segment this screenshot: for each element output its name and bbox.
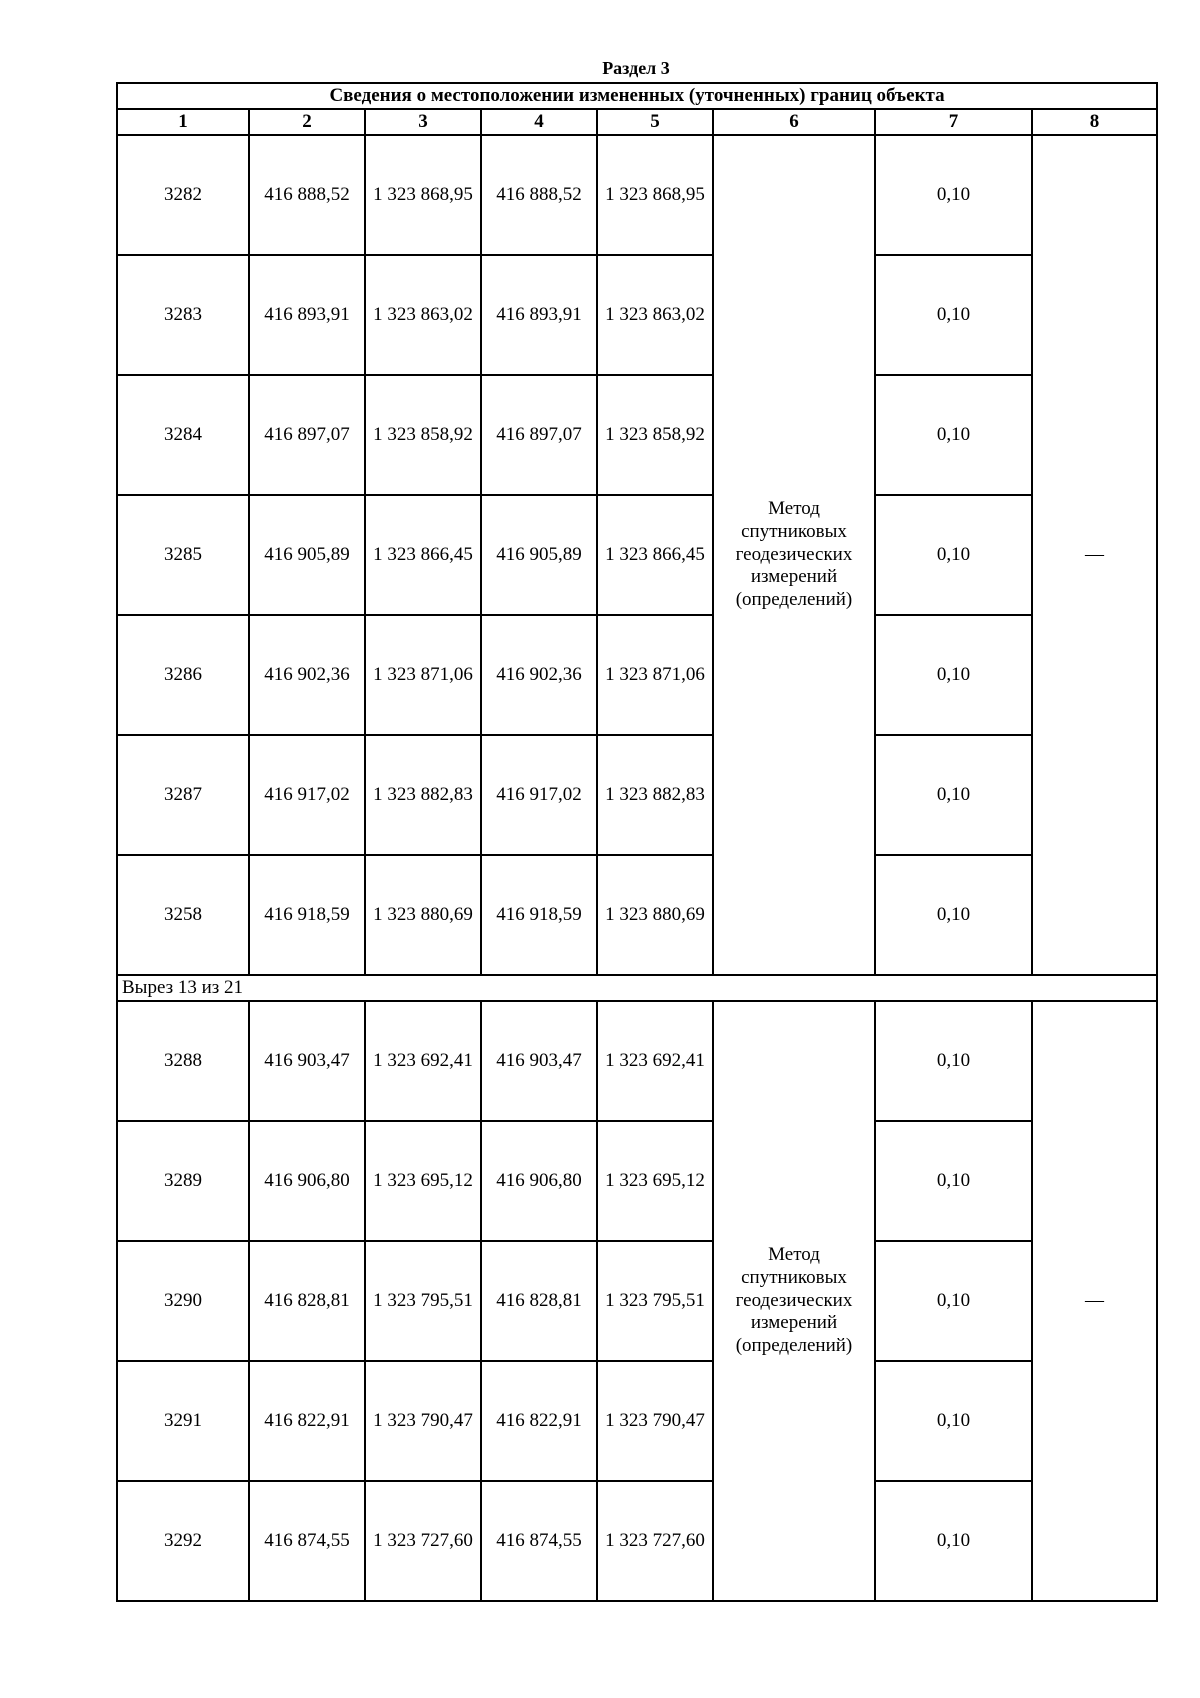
precision-cell: 0,10	[875, 1121, 1032, 1241]
x-new-cell: 416 918,59	[481, 855, 597, 975]
column-number: 2	[249, 109, 365, 135]
x-old-cell: 416 902,36	[249, 615, 365, 735]
y-new-cell: 1 323 790,47	[597, 1361, 713, 1481]
precision-cell: 0,10	[875, 1481, 1032, 1601]
precision-cell: 0,10	[875, 255, 1032, 375]
column-8-cell: —	[1032, 1001, 1157, 1601]
precision-cell: 0,10	[875, 735, 1032, 855]
column-number: 5	[597, 109, 713, 135]
column-8-cell: —	[1032, 135, 1157, 975]
point-number-cell: 3288	[117, 1001, 249, 1121]
column-number: 6	[713, 109, 875, 135]
table-body	[117, 83, 1157, 1601]
table-row	[117, 1241, 1157, 1361]
y-new-cell: 1 323 868,95	[597, 135, 713, 255]
y-old-cell: 1 323 692,41	[365, 1001, 481, 1121]
caption-row	[117, 83, 1157, 109]
y-new-cell: 1 323 795,51	[597, 1241, 713, 1361]
x-old-cell: 416 917,02	[249, 735, 365, 855]
x-old-cell: 416 893,91	[249, 255, 365, 375]
column-number: 8	[1032, 109, 1157, 135]
x-new-cell: 416 902,36	[481, 615, 597, 735]
point-number-cell: 3285	[117, 495, 249, 615]
y-old-cell: 1 323 863,02	[365, 255, 481, 375]
x-new-cell: 416 822,91	[481, 1361, 597, 1481]
table-row	[117, 1001, 1157, 1121]
y-new-cell: 1 323 880,69	[597, 855, 713, 975]
point-number-cell: 3283	[117, 255, 249, 375]
point-number-cell: 3291	[117, 1361, 249, 1481]
y-new-cell: 1 323 692,41	[597, 1001, 713, 1121]
table-row	[117, 375, 1157, 495]
x-new-cell: 416 828,81	[481, 1241, 597, 1361]
y-new-cell: 1 323 858,92	[597, 375, 713, 495]
table-row	[117, 135, 1157, 255]
column-number: 1	[117, 109, 249, 135]
precision-cell: 0,10	[875, 615, 1032, 735]
table-row	[117, 1481, 1157, 1601]
y-old-cell: 1 323 858,92	[365, 375, 481, 495]
y-new-cell: 1 323 727,60	[597, 1481, 713, 1601]
x-old-cell: 416 903,47	[249, 1001, 365, 1121]
y-old-cell: 1 323 880,69	[365, 855, 481, 975]
table-row	[117, 855, 1157, 975]
x-new-cell: 416 874,55	[481, 1481, 597, 1601]
y-old-cell: 1 323 795,51	[365, 1241, 481, 1361]
table-row	[117, 1121, 1157, 1241]
precision-cell: 0,10	[875, 1361, 1032, 1481]
y-new-cell: 1 323 882,83	[597, 735, 713, 855]
precision-cell: 0,10	[875, 135, 1032, 255]
section-title: Раздел 3	[602, 58, 670, 78]
point-number-cell: 3282	[117, 135, 249, 255]
x-old-cell: 416 897,07	[249, 375, 365, 495]
x-old-cell: 416 906,80	[249, 1121, 365, 1241]
x-new-cell: 416 897,07	[481, 375, 597, 495]
y-old-cell: 1 323 868,95	[365, 135, 481, 255]
y-new-cell: 1 323 871,06	[597, 615, 713, 735]
point-number-cell: 3292	[117, 1481, 249, 1601]
y-old-cell: 1 323 866,45	[365, 495, 481, 615]
y-new-cell: 1 323 695,12	[597, 1121, 713, 1241]
column-number-row	[117, 109, 1157, 135]
coordinates-table	[116, 82, 1158, 1602]
column-number: 4	[481, 109, 597, 135]
x-old-cell: 416 822,91	[249, 1361, 365, 1481]
x-old-cell: 416 888,52	[249, 135, 365, 255]
y-old-cell: 1 323 882,83	[365, 735, 481, 855]
y-old-cell: 1 323 871,06	[365, 615, 481, 735]
column-number: 3	[365, 109, 481, 135]
precision-cell: 0,10	[875, 375, 1032, 495]
y-old-cell: 1 323 695,12	[365, 1121, 481, 1241]
table-row	[117, 1361, 1157, 1481]
x-new-cell: 416 888,52	[481, 135, 597, 255]
x-old-cell: 416 828,81	[249, 1241, 365, 1361]
y-old-cell: 1 323 727,60	[365, 1481, 481, 1601]
cutout-row	[117, 975, 1157, 1001]
x-new-cell: 416 905,89	[481, 495, 597, 615]
table-row	[117, 495, 1157, 615]
y-new-cell: 1 323 866,45	[597, 495, 713, 615]
method-cell: Метод спутниковых геодезических измерений (определений)	[713, 135, 875, 975]
point-number-cell: 3286	[117, 615, 249, 735]
point-number-cell: 3287	[117, 735, 249, 855]
precision-cell: 0,10	[875, 1241, 1032, 1361]
point-number-cell: 3258	[117, 855, 249, 975]
x-old-cell: 416 918,59	[249, 855, 365, 975]
precision-cell: 0,10	[875, 495, 1032, 615]
x-new-cell: 416 906,80	[481, 1121, 597, 1241]
point-number-cell: 3290	[117, 1241, 249, 1361]
table-caption: Сведения о местоположении измененных (уточненных) границ объекта	[117, 83, 1157, 109]
table-row	[117, 735, 1157, 855]
method-cell: Метод спутниковых геодезических измерений (определений)	[713, 1001, 875, 1601]
table-row	[117, 615, 1157, 735]
point-number-cell: 3284	[117, 375, 249, 495]
precision-cell: 0,10	[875, 1001, 1032, 1121]
x-old-cell: 416 905,89	[249, 495, 365, 615]
table-row	[117, 255, 1157, 375]
x-new-cell: 416 903,47	[481, 1001, 597, 1121]
x-new-cell: 416 893,91	[481, 255, 597, 375]
x-old-cell: 416 874,55	[249, 1481, 365, 1601]
x-new-cell: 416 917,02	[481, 735, 597, 855]
column-number: 7	[875, 109, 1032, 135]
precision-cell: 0,10	[875, 855, 1032, 975]
cutout-label: Вырез 13 из 21	[117, 975, 1157, 1001]
y-new-cell: 1 323 863,02	[597, 255, 713, 375]
point-number-cell: 3289	[117, 1121, 249, 1241]
y-old-cell: 1 323 790,47	[365, 1361, 481, 1481]
